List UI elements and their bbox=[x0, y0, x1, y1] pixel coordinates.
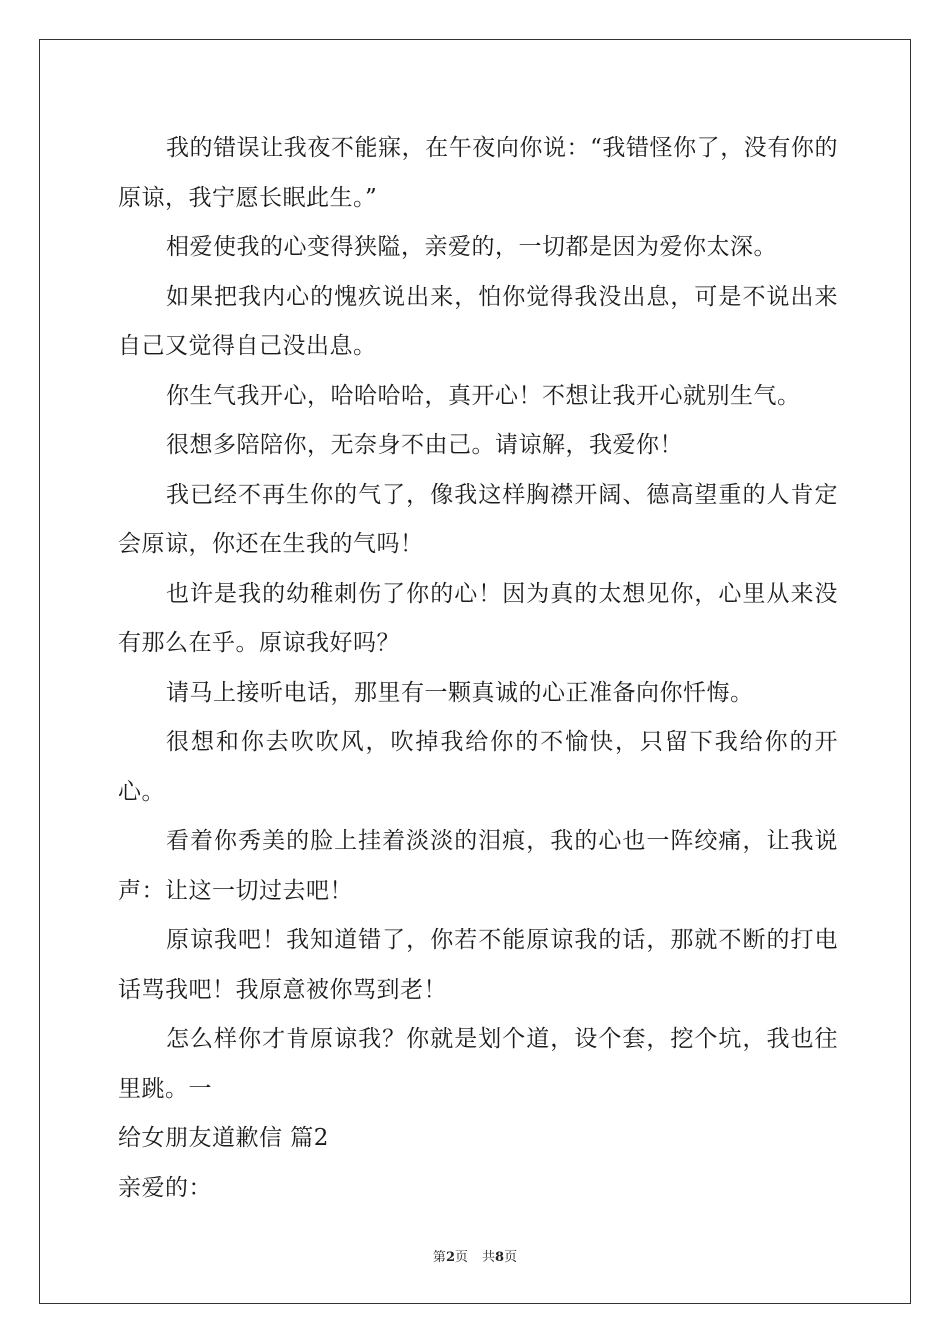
paragraph: 请马上接听电话，那里有一颗真诚的心正准备向你忏悔。 bbox=[166, 679, 754, 706]
paragraph: 我的错误让我夜不能寐，在午夜向你说：“我错怪你了，没有你的原谅，我宁愿长眠此生。” bbox=[118, 135, 838, 211]
page-prefix: 第 bbox=[432, 1250, 446, 1265]
total-suffix: 页 bbox=[504, 1250, 518, 1265]
page-footer bbox=[0, 1246, 950, 1265]
salutation: 亲爱的： bbox=[118, 1174, 212, 1201]
total-page-number: 8 bbox=[495, 1250, 505, 1265]
paragraph: 看着你秀美的脸上挂着淡淡的泪痕，我的心也一阵绞痛，让我说声：让这一切过去吧！ bbox=[118, 828, 838, 904]
paragraph: 原谅我吧！我知道错了，你若不能原谅我的话，那就不断的打电话骂我吧！我原意被你骂到老！ bbox=[118, 927, 838, 1003]
section-title: 给女朋友道歉信 篇2 bbox=[118, 1125, 329, 1151]
paragraph: 你生气我开心，哈哈哈哈，真开心！不想让我开心就别生气。 bbox=[166, 382, 801, 409]
page-suffix: 页 bbox=[454, 1250, 468, 1265]
total-prefix: 共 bbox=[482, 1250, 496, 1265]
paragraph: 也许是我的幼稚刺伤了你的心！因为真的太想见你，心里从来没有那么在乎。原谅我好吗？ bbox=[118, 580, 838, 656]
paragraph: 相爱使我的心变得狭隘，亲爱的，一切都是因为爱你太深。 bbox=[166, 234, 777, 260]
paragraph: 如果把我内心的愧疚说出来，怕你觉得我没出息，可是不说出来自己又觉得自己没出息。 bbox=[118, 283, 838, 359]
current-page-number: 2 bbox=[445, 1250, 455, 1265]
paragraph: 怎么样你才肯原谅我？你就是划个道，设个套，挖个坑，我也往里跳。一 bbox=[118, 1026, 838, 1102]
paragraph: 我已经不再生你的气了，像我这样胸襟开阔、德高望重的人肯定会原谅，你还在生我的气吗！ bbox=[118, 481, 838, 557]
paragraph: 很想多陪陪你，无奈身不由己。请谅解，我爱你！ bbox=[166, 432, 683, 458]
document-body bbox=[118, 124, 838, 1213]
paragraph: 很想和你去吹吹风，吹掉我给你的不愉快，只留下我给你的开心。 bbox=[118, 729, 838, 805]
